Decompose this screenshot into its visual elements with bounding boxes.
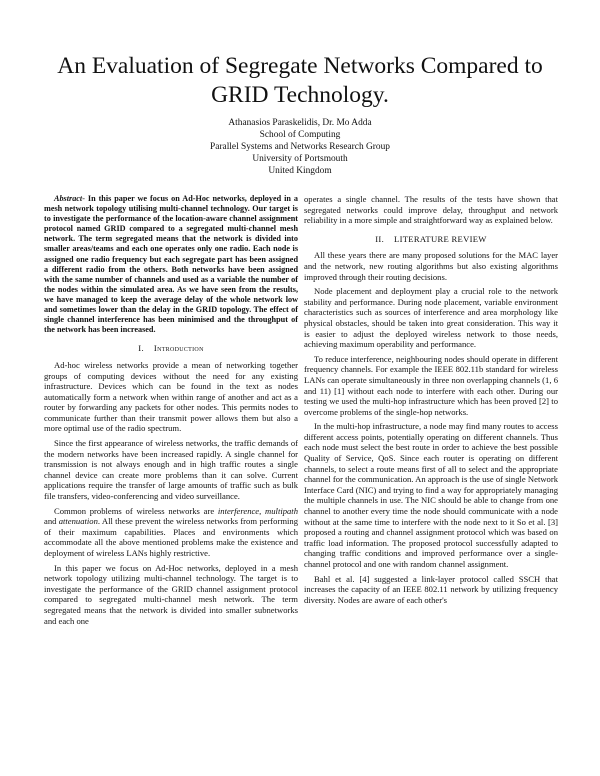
section-title: LITERATURE REVIEW (394, 233, 487, 244)
right-column (304, 194, 558, 605)
intro-paragraph-1: Ad-hoc wireless networks provide a mean of networking together groups of computing devices without the need for any existing infrastructure. Devices which can be found in the text as nodes automatically form a network when within range of another and act as a router by forwarding any packets for other nodes. This permits nodes to communicate further than their transmit power allows them but also a more optimal use of the radio spectrum. (44, 359, 298, 434)
abstract-lead: Abstract- (54, 194, 85, 203)
section-heading-literature-review (304, 234, 558, 245)
intro-paragraph-3 (44, 506, 298, 559)
author-group: Parallel Systems and Networks Research Group (210, 142, 390, 152)
section-number: I. (138, 343, 144, 354)
section-number: II. (375, 233, 385, 244)
term-multipath: multipath (265, 505, 298, 516)
left-column (44, 194, 298, 626)
paper-title: An Evaluation of Segregate Networks Compared to GRID Technology. (57, 53, 543, 108)
literature-paragraph-4: In the multi-hop infrastructure, a node may find many routes to access different access points, potentially operating on different channels. Thus each node must select the best route in order to achieve the best possible Quality of Service, QoS. Since each router is operating on different channels, to select a route means first of all to select and the appropriate channel for the communication. An approach is the use of single Network Interface Card (NIC) and trying to find a way for appropriately managing the multiple channels in use. The NIC should be able to change from one channel to another every time the node should communicate with a node without at the same time to interfere with the node next to it So et al. [3] proposed a routing and channel assignment protocol which was based on traffic load information. The proposed protocol successfully adapted to changing traffic conditions and improved performance over a single-channel protocol and one with random channel assignment. (304, 421, 558, 569)
abstract (44, 194, 298, 335)
section-heading-introduction (44, 343, 298, 354)
author-university: University of Portsmouth (252, 154, 348, 164)
author-school: School of Computing (259, 130, 341, 140)
literature-paragraph-5: Bahl et al. [4] suggested a link-layer protocol called SSCH that increases the capacity of an IEEE 802.11 network by utilizing frequency diversity. Nodes are aware of each other's (304, 573, 558, 605)
text-run: , (259, 505, 266, 516)
section-title: Introduction (153, 343, 204, 354)
term-attenuation: attenuation (58, 516, 98, 527)
abstract-body: In this paper we focus on Ad-Hoc networks, deployed in a mesh network topology utilising multi-channel technology. Our target is to investigate the performance of the location-aware channel assignment protocol named GRID compared to a segregated multi-channel mesh network. The term segregated means that the network is divided into smaller areas/teams and each one operates only one radio. Each node is assigned one radio frequency but each segregate part has been assigned a different radio from the others. Both networks have been assigned with the same number of channels and used as a variable the number of the nodes within the simulated area. As we have seen from the results, we have managed to keep the average delay of the whole network low and sometimes lower than the delay in the GRID topology. The effect of single channel interference has been minimised and the throughput of the network has been increased. (44, 194, 298, 335)
text-run: and (44, 516, 59, 527)
intro-paragraph-4: In this paper we focus on Ad-Hoc networks, deployed in a mesh network topology utilizing multi-channel technology. The target is to investigate the performance of the GRID channel assignment protocol compared to segregated multi-channel mesh network. The term segregated means that the network is divided into smaller subnetworks and each one (44, 562, 298, 626)
author-block (100, 117, 500, 177)
text-run: Common problems of wireless networks are (54, 505, 218, 516)
intro-paragraph-2: Since the first appearance of wireless networks, the traffic demands of the modern networks have been increased rapidly. A single channel for transmission is not always enough and in high traffic routes a single channel device can create more problems than it can solve. Current applications require the transfer of large amounts of traffic such as bulk file transfers, video-conferencing and video surveillance. (44, 438, 298, 502)
text-run: . All these prevent the wireless networks from performing of their maximum capabilities. Places and environments which accommodate all the above mentioned problems make the existence and deployment of wireless LANs highly restrictive. (44, 516, 298, 558)
author-names: Athanasios Paraskelidis, Dr. Mo Adda (228, 118, 372, 128)
literature-paragraph-3: To reduce interference, neighbouring nodes should operate in different frequency channels. For example the IEEE 802.11b standard for wireless LANs can operate simultaneously in three non overlapping channels (1, 6 and 11) [1] without each node to interfere with each other. During our testing we used the multi-hop infrastructure which has been proved [2] to overcome problems of the single-hop networks. (304, 353, 558, 417)
literature-paragraph-1: All these years there are many proposed solutions for the MAC layer and the network, new routing algorithms but also existing algorithms improved through their routing decisions. (304, 250, 558, 282)
author-country: United Kingdom (268, 166, 332, 176)
term-interference: interference (217, 505, 260, 516)
intro-paragraph-continued: operates a single channel. The results of the tests have shown that segregated networks could improve delay, throughput and network reliability in a more simple and straightforward way as explained below. (304, 194, 558, 226)
literature-paragraph-2: Node placement and deployment play a crucial role to the network stability and performance. During node placement, variable environment characteristics such as sources of interference and area morphology like physical obstacles, should be taken into great consideration. This way it is easier to adjust the deployed wireless network to those needs, achieving maximum operability and performance. (304, 286, 558, 350)
